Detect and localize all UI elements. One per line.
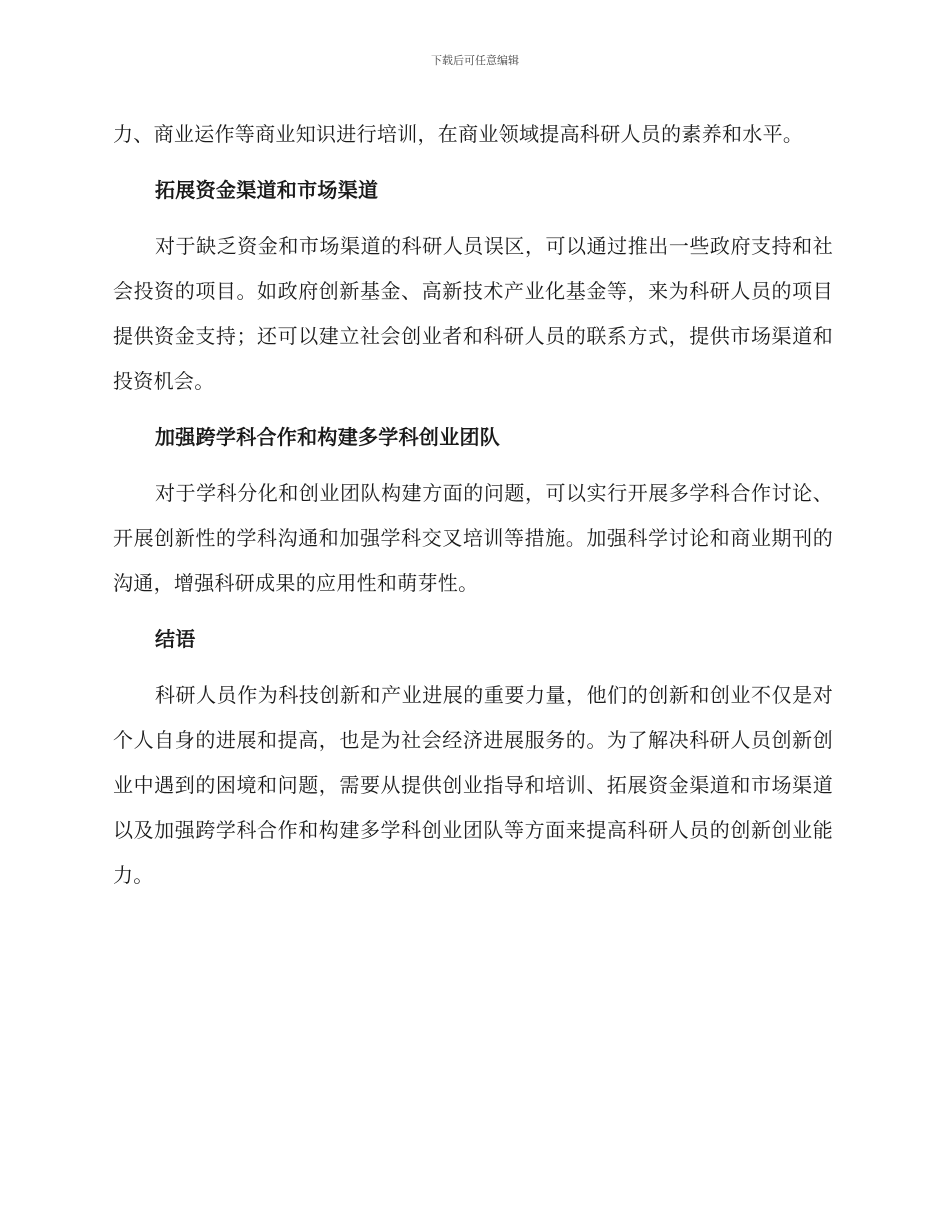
- page-header-note: 下载后可任意编辑: [431, 54, 519, 67]
- section-heading-conclusion: 结语: [155, 627, 196, 651]
- document-body: [113, 112, 833, 909]
- paragraph-continuation: 力、商业运作等商业知识进行培训，在商业领域提高科研人员的素养和水平。: [113, 122, 804, 146]
- paragraph-conclusion: 科研人员作为科技创新和产业进展的重要力量，他们的创新和创业不仅是对个人自身的进展和提高，也是为社会经济进展服务的。为了解决科研人员创新创业中遇到的困境和问题，需要从提供创业指导和培训、拓展资金渠道和市场渠道以及加强跨学科合作和构建多学科创业团队等方面来提高科研人员的创新创业能力。: [113, 683, 833, 887]
- section-heading-interdisciplinary: 加强跨学科合作和构建多学科创业团队: [155, 425, 501, 449]
- section-heading-funding-market: 拓展资金渠道和市场渠道: [155, 178, 379, 202]
- paragraph-interdisciplinary: 对于学科分化和创业团队构建方面的问题，可以实行开展多学科合作讨论、开展创新性的学科沟通和加强学科交叉培训等措施。加强科学讨论和商业期刊的沟通，增强科研成果的应用性和萌芽性。: [113, 481, 833, 595]
- paragraph-funding-market: 对于缺乏资金和市场渠道的科研人员误区，可以通过推出一些政府支持和社会投资的项目。如政府创新基金、高新技术产业化基金等，来为科研人员的项目提供资金支持；还可以建立社会创业者和科研人员的联系方式，提供市场渠道和投资机会。: [113, 234, 833, 393]
